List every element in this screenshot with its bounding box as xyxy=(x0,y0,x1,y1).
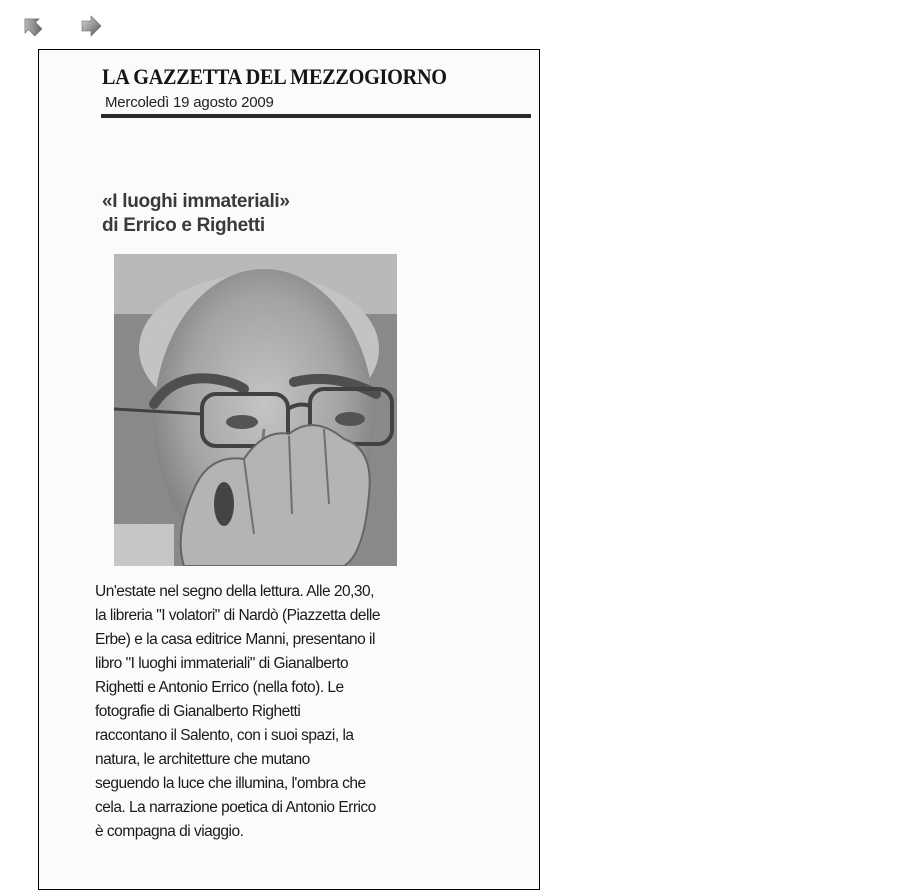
forward-arrow-icon[interactable] xyxy=(79,14,103,38)
article-body xyxy=(95,580,415,844)
masthead: LA GAZZETTA DEL MEZZOGIORNO xyxy=(102,64,447,89)
body-line: è compagna di viaggio. xyxy=(95,823,244,840)
headline-line: «I luoghi immateriali» xyxy=(102,191,290,212)
masthead-rule xyxy=(101,114,531,118)
body-line: cela. La narrazione poetica di Antonio Errico xyxy=(95,799,376,816)
body-line: Righetti e Antonio Errico (nella foto). Le xyxy=(95,679,344,696)
body-line: libro "I luoghi immateriali" di Gianalberto xyxy=(95,655,349,672)
newspaper-clipping xyxy=(38,49,540,890)
body-line: fotografie di Gianalberto Righetti xyxy=(95,703,301,720)
headline-line: di Errico e Righetti xyxy=(102,215,265,236)
body-line: Erbe) e la casa editrice Manni, presentano il xyxy=(95,631,375,648)
body-line: natura, le architetture che mutano xyxy=(95,751,310,768)
body-line: raccontano il Salento, con i suoi spazi, la xyxy=(95,727,354,744)
headline xyxy=(102,190,290,238)
body-line: Un'estate nel segno della lettura. Alle 20,30, xyxy=(95,583,374,600)
body-line: la libreria "I volatori" di Nardò (Piazzetta delle xyxy=(95,607,380,624)
body-line: seguendo la luce che illumina, l'ombra che xyxy=(95,775,366,792)
portrait-photo xyxy=(114,254,397,566)
back-arrow-icon[interactable] xyxy=(20,14,44,38)
publication-date: Mercoledì 19 agosto 2009 xyxy=(105,94,274,111)
